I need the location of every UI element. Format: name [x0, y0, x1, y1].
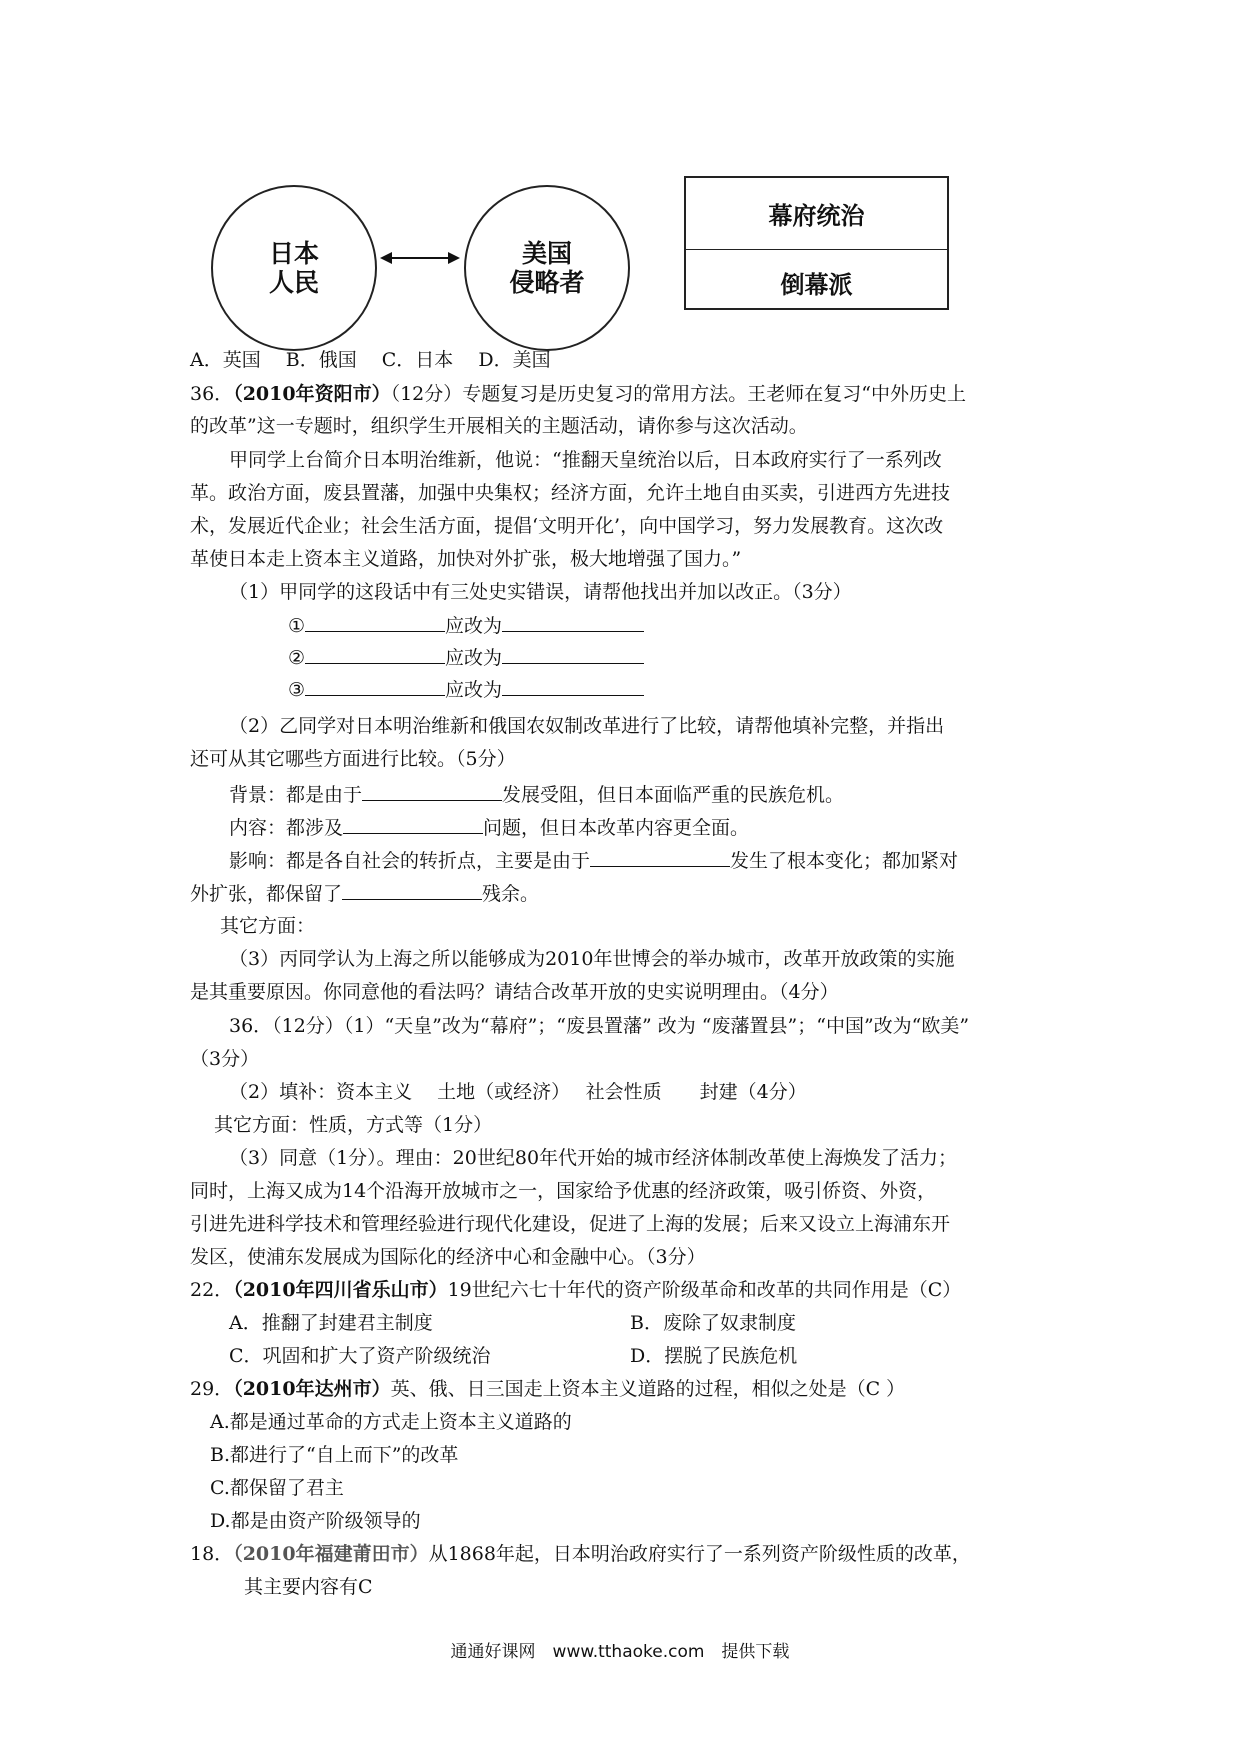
ans36-l3: （2）填补：资本主义 土地（或经济） 社会性质 封建（4分）	[229, 1081, 807, 1103]
fix-label: 应改为	[445, 647, 503, 669]
answer-blank[interactable]	[362, 780, 502, 801]
q22-option-c: C．巩固和扩大了资产阶级统治	[229, 1345, 491, 1367]
answer-blank[interactable]	[502, 643, 644, 664]
q36-sub1: （1）甲同学的这段话中有三处史实错误，请帮他找出并加以改正。（3分）	[229, 581, 852, 603]
q29-option-a: A.都是通过革命的方式走上资本主义道路的	[210, 1411, 572, 1433]
q29-stem	[190, 1375, 905, 1403]
fix-line-2	[288, 643, 644, 672]
ans36-l8: 发区，使浦东发展成为国际化的经济中心和金融中心。（3分）	[190, 1246, 706, 1268]
q22-option-d: D．摆脱了民族危机	[630, 1345, 798, 1367]
answer-blank[interactable]	[305, 675, 445, 696]
ans36-l4: 其它方面：性质，方式等（1分）	[214, 1114, 493, 1136]
ans36-l2: （3分）	[190, 1048, 260, 1070]
bg-pre: 背景：都是由于	[229, 784, 363, 806]
q36-num: 36．	[190, 383, 234, 405]
box-top-cell: 幕府统治	[686, 178, 947, 250]
q22-stem-text: 19世纪六七十年代的资产阶级革命和改革的共同作用是（C）	[447, 1279, 962, 1301]
answer-blank[interactable]	[305, 611, 445, 632]
fix-mark-1: ①	[288, 615, 306, 637]
double-arrow-icon	[380, 248, 460, 268]
fix-label: 应改为	[445, 679, 503, 701]
q18-stem-text: 从1868年起，日本明治政府实行了一系列资产阶级性质的改革，	[428, 1543, 971, 1565]
fix-line-1	[288, 611, 644, 640]
ans36-l1: 36．（12分）（1）“天皇”改为“幕府”；“废县置藩” 改为 “废藩置县”；“中国”改为“欧美”	[229, 1015, 970, 1037]
answer-blank[interactable]	[343, 813, 483, 834]
q36-line1	[190, 380, 966, 408]
impact-line-2	[190, 879, 539, 908]
ans36-l7: 引进先进科学技术和管理经验进行现代化建设，促进了上海的发展；后来又设立上海浦东开	[190, 1213, 951, 1235]
shogunate-box	[684, 176, 949, 310]
ct-post: 问题，但日本改革内容更全面。	[483, 817, 750, 839]
q22-num: 22．	[190, 1279, 234, 1301]
other-aspects: 其它方面：	[220, 915, 316, 937]
impact-line	[229, 846, 958, 875]
answer-blank[interactable]	[590, 846, 730, 867]
q36-line1-rest: （12分）专题复习是历史复习的常用方法。王老师在复习“中外历史上	[390, 383, 966, 405]
im2-pre: 外扩张，都保留了	[190, 883, 343, 905]
q18-cont: 其主要内容有C	[244, 1576, 373, 1598]
q18-stem	[190, 1540, 971, 1568]
fix-mark-3: ③	[288, 679, 306, 701]
q36-sub3a: （3）丙同学认为上海之所以能够成为2010年世博会的举办城市，改革开放政策的实施	[229, 948, 955, 970]
q36-sub3b: 是其重要原因。你同意他的看法吗？请结合改革开放的史实说明理由。（4分）	[190, 981, 839, 1003]
im2-post: 残余。	[482, 883, 540, 905]
japan-people-circle	[211, 185, 377, 351]
q36-p1: 甲同学上台简介日本明治维新，他说：“推翻天皇统治以后，日本政府实行了一系列改	[229, 449, 942, 471]
q29-option-d: D.都是由资产阶级领导的	[210, 1510, 421, 1532]
us-invaders-circle	[464, 185, 630, 351]
background-line	[229, 780, 844, 809]
q29-stem-text: 英、俄、日三国走上资本主义道路的过程，相似之处是（C ）	[390, 1378, 906, 1400]
answer-blank[interactable]	[502, 611, 644, 632]
fix-mark-2: ②	[288, 647, 306, 669]
ct-pre: 内容：都涉及	[229, 817, 344, 839]
q29-option-b: B.都进行了“自上而下”的改革	[210, 1444, 459, 1466]
circle-left-line1: 日本	[268, 239, 319, 268]
ans36-l6: 同时，上海又成为14个沿海开放城市之一，国家给予优惠的经济政策，吸引侨资、外资，	[190, 1180, 937, 1202]
circle-left-line2: 人民	[268, 268, 319, 297]
q36-sub2a: （2）乙同学对日本明治维新和俄国农奴制改革进行了比较，请帮他填补完整，并指出	[229, 715, 945, 737]
q29-source: （2010年达州市）	[233, 1378, 391, 1400]
box-bottom-cell: 倒幕派	[780, 270, 853, 299]
fix-label: 应改为	[445, 615, 503, 637]
bg-post: 发展受阻，但日本面临严重的民族危机。	[502, 784, 845, 806]
im-pre: 影响：都是各自社会的转折点，主要是由于	[229, 850, 591, 872]
q18-num: 18．	[190, 1543, 234, 1565]
answer-blank[interactable]	[342, 879, 482, 900]
content-line	[229, 813, 749, 842]
q36-p3: 术，发展近代企业；社会生活方面，提倡‘文明开化’，向中国学习，努力发展教育。这次改	[190, 515, 944, 537]
q18-source: （2010年福建莆田市）	[233, 1543, 429, 1565]
ans36-l5: （3）同意（1分）。理由：20世纪80年代开始的城市经济体制改革使上海焕发了活力；	[229, 1147, 958, 1169]
q36-line2: 的改革”这一专题时，组织学生开展相关的主题活动，请你参与这次活动。	[190, 415, 808, 437]
q29-num: 29．	[190, 1378, 234, 1400]
q22-stem	[190, 1276, 961, 1304]
q29-option-c: C.都保留了君主	[210, 1477, 344, 1499]
q22-option-b: B．废除了奴隶制度	[630, 1312, 796, 1334]
q36-p2: 革。政治方面，废县置藩，加强中央集权；经济方面，允许土地自由买卖，引进西方先进技	[190, 482, 951, 504]
q22-option-a: A．推翻了封建君主制度	[229, 1312, 433, 1334]
q22-source: （2010年四川省乐山市）	[233, 1279, 448, 1301]
circle-right-line1: 美国	[521, 239, 572, 268]
q36-p4: 革使日本走上资本主义道路，加快对外扩张，极大地增强了国力。”	[190, 548, 742, 570]
q36-source: （2010年资阳市）	[233, 383, 391, 405]
page-footer: 通通好课网 www.tthaoke.com 提供下载	[450, 1642, 790, 1662]
circle-right-line2: 侵略者	[509, 268, 585, 297]
answer-blank[interactable]	[502, 675, 644, 696]
q36-sub2b: 还可从其它哪些方面进行比较。（5分）	[190, 748, 516, 770]
q35-options: A．英国 B．俄国 C．日本 D．美国	[190, 349, 551, 371]
im-post: 发生了根本变化；都加紧对	[730, 850, 959, 872]
answer-blank[interactable]	[305, 643, 445, 664]
fix-line-3	[288, 675, 644, 704]
